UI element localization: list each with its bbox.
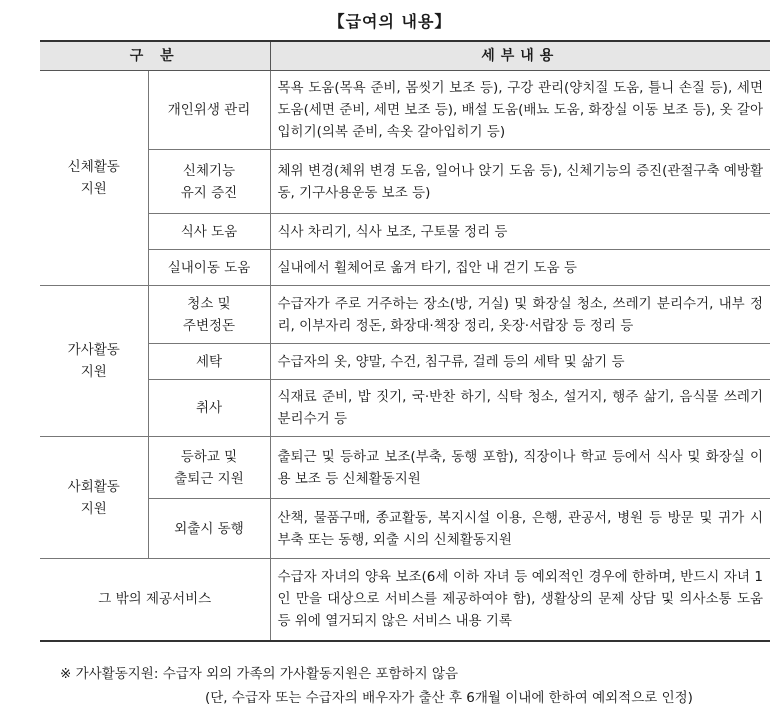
table-row	[40, 286, 770, 344]
table-row	[40, 559, 770, 641]
header-detail: 세부내용	[270, 41, 770, 71]
table-row	[40, 499, 770, 559]
item-name: 등하교 및 출퇴근 지원	[148, 437, 270, 499]
item-name: 식사 도움	[148, 214, 270, 250]
item-desc: 수급자가 주로 거주하는 장소(방, 거실) 및 화장실 청소, 쓰레기 분리수거, 내부 정리, 이부자리 정돈, 화장대·책장 정리, 옷장·서랍장 등 정리 등	[270, 286, 770, 344]
table-row	[40, 150, 770, 214]
item-desc: 수급자 자녀의 양육 보조(6세 이하 자녀 등 예외적인 경우에 한하며, 반드시 자녀 1인 만을 대상으로 서비스를 제공하여야 함), 생활상의 문제 상담 및 의사소통 도움 등 위에 열거되지 않은 서비스 내용 기록	[270, 559, 770, 641]
item-desc: 목욕 도움(목욕 준비, 몸씻기 보조 등), 구강 관리(양치질 도움, 틀니 손질 등), 세면 도움(세면 준비, 세면 보조 등), 배설 도움(배뇨 도움, 화장실 이동 보조 등), 옷 갈아입히기(의복 준비, 속옷 갈아입히기 등)	[270, 71, 770, 150]
table-row	[40, 437, 770, 499]
item-desc: 실내에서 휠체어로 옮겨 타기, 집안 내 걷기 도움 등	[270, 250, 770, 286]
category-housework: 가사활동 지원	[40, 286, 148, 437]
item-name: 실내이동 도움	[148, 250, 270, 286]
item-desc: 식재료 준비, 밥 짓기, 국·반찬 하기, 식탁 청소, 설거지, 행주 삶기, 음식물 쓰레기 분리수거 등	[270, 380, 770, 437]
category-physical: 신체활동 지원	[40, 71, 148, 286]
table-row	[40, 71, 770, 150]
item-name: 개인위생 관리	[148, 71, 270, 150]
category-other: 그 밖의 제공서비스	[40, 559, 270, 641]
item-name: 외출시 동행	[148, 499, 270, 559]
benefit-table	[40, 40, 770, 642]
table-row	[40, 380, 770, 437]
item-desc: 식사 차리기, 식사 보조, 구토물 정리 등	[270, 214, 770, 250]
item-name: 청소 및 주변정돈	[148, 286, 270, 344]
footnote-detail: (단, 수급자 또는 수급자의 배우자가 출산 후 6개월 이내에 한하여 예외적으로 인정)	[205, 690, 693, 706]
footnote: ※ 가사활동지원: 수급자 외의 가족의 가사활동지원은 포함하지 않음	[60, 666, 459, 682]
item-name: 취사	[148, 380, 270, 437]
item-name: 세탁	[148, 344, 270, 380]
item-desc: 출퇴근 및 등하교 보조(부축, 동행 포함), 직장이나 학교 등에서 식사 및 화장실 이용 보조 등 신체활동지원	[270, 437, 770, 499]
item-name: 신체기능 유지 증진	[148, 150, 270, 214]
table-header-row	[40, 41, 770, 71]
category-social: 사회활동 지원	[40, 437, 148, 559]
table-row	[40, 344, 770, 380]
table-row	[40, 250, 770, 286]
item-desc: 산책, 물품구매, 종교활동, 복지시설 이용, 은행, 관공서, 병원 등 방문 및 귀가 시 부축 또는 동행, 외출 시의 신체활동지원	[270, 499, 770, 559]
header-category: 구 분	[40, 41, 270, 71]
item-desc: 수급자의 옷, 양말, 수건, 침구류, 걸레 등의 세탁 및 삶기 등	[270, 344, 770, 380]
table-row	[40, 214, 770, 250]
page-title: 【급여의 내용】	[328, 12, 452, 31]
item-desc: 체위 변경(체위 변경 도움, 일어나 앉기 도움 등), 신체기능의 증진(관절구축 예방활동, 기구사용운동 보조 등)	[270, 150, 770, 214]
